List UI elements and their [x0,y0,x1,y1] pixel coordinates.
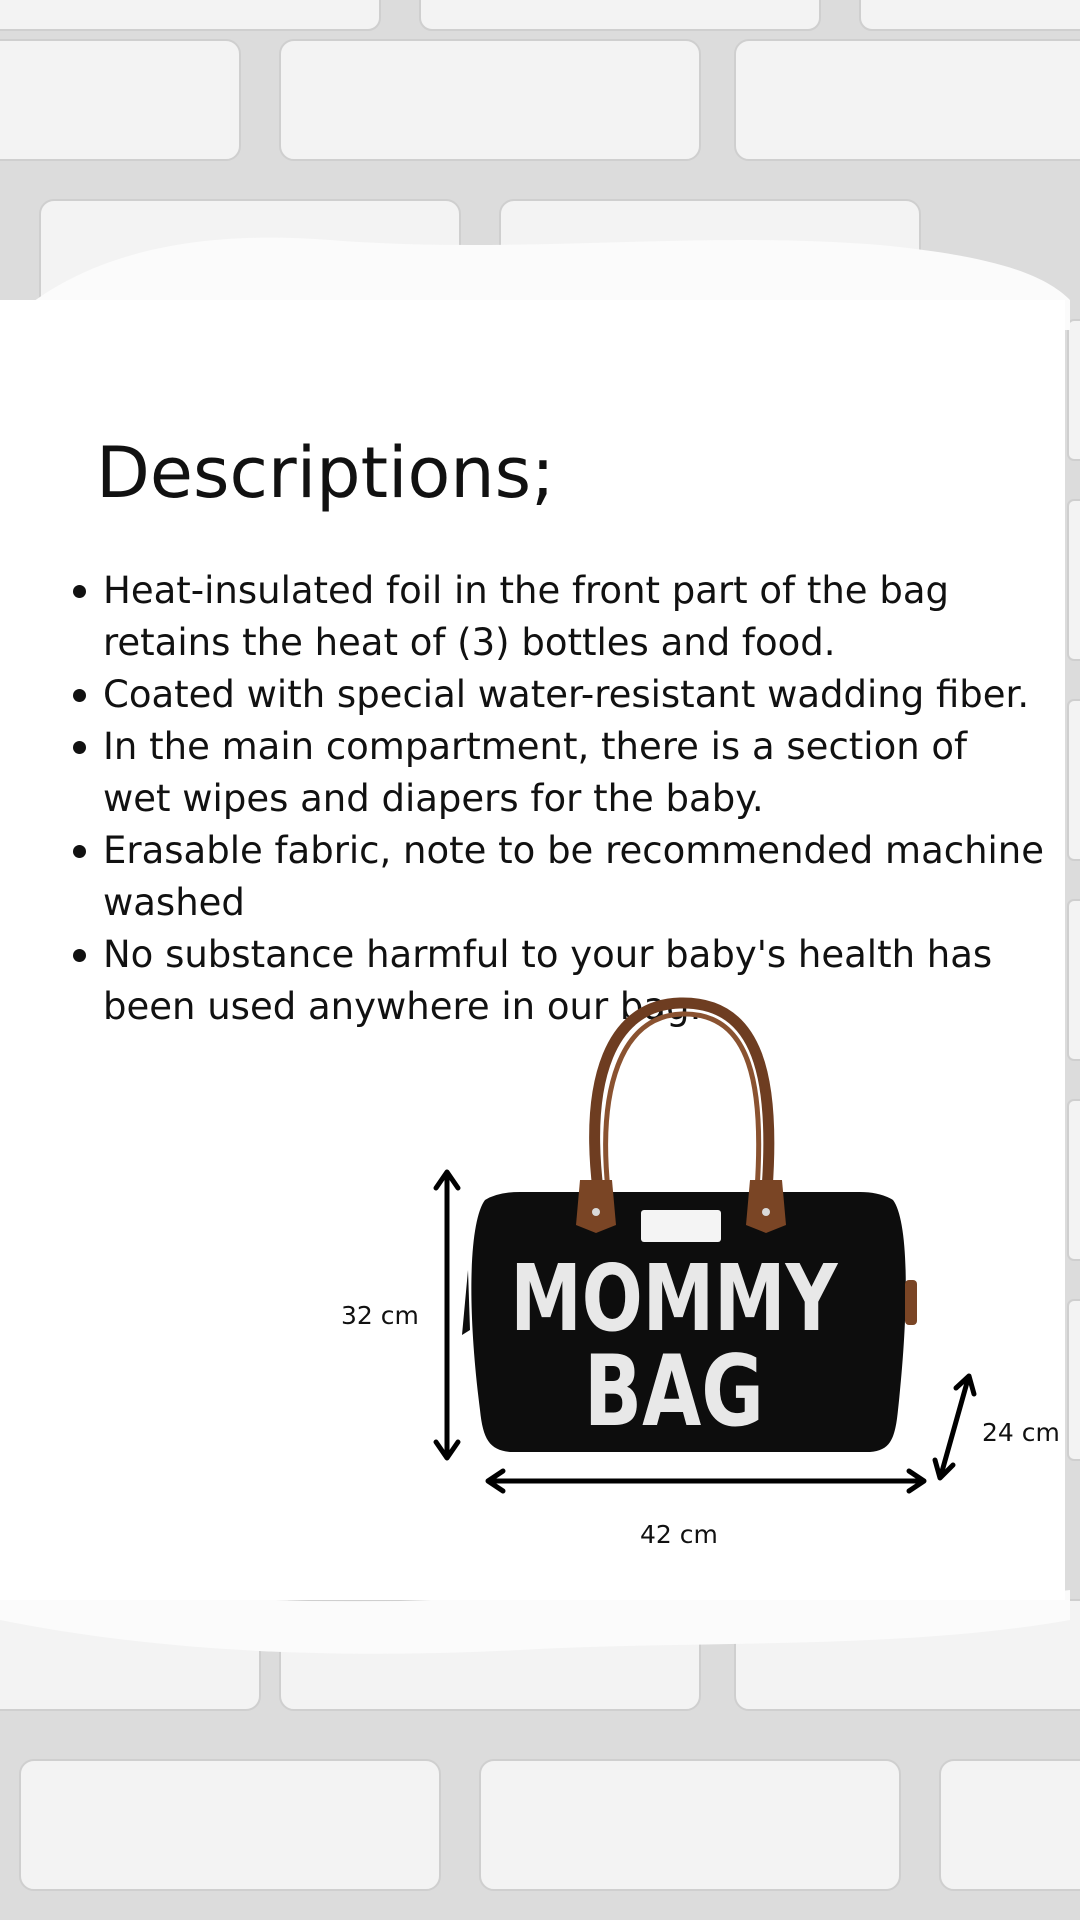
list-item-text: Coated with special water-resistant wadding fiber. [103,673,1030,716]
list-item [66,669,1046,721]
list-item-text: Erasable fabric, note to be recommended machine washed [103,829,1045,924]
list-item-text: In the main compartment, there is a section of wet wipes and diapers for the baby. [103,725,968,820]
bullet-icon [73,845,86,858]
bullet-icon [73,741,86,754]
list-item [66,721,1046,825]
height-label: 32 cm [341,1301,419,1330]
list-item-text: No substance harmful to your baby's health has been used anywhere in our bag. [103,933,993,1028]
height-arrow [436,1172,458,1458]
bullet-icon [73,689,86,702]
list-item [66,825,1046,929]
page-title: Descriptions; [96,432,555,514]
width-arrow [488,1471,924,1491]
list-item [66,565,1046,669]
bag-text-line1: MOMMY [510,1245,838,1353]
bullet-icon [73,949,86,962]
bullet-icon [73,585,86,598]
depth-label: 24 cm [982,1418,1060,1447]
mommy-bag-image [320,990,1080,1570]
list-item-text: Heat-insulated foil in the front part of the bag retains the heat of (3) bottles and food. [103,569,949,664]
bag-text-line2: BAG [583,1333,764,1449]
depth-arrow [935,1376,974,1478]
width-label: 42 cm [640,1520,718,1549]
description-list [66,565,1046,1033]
